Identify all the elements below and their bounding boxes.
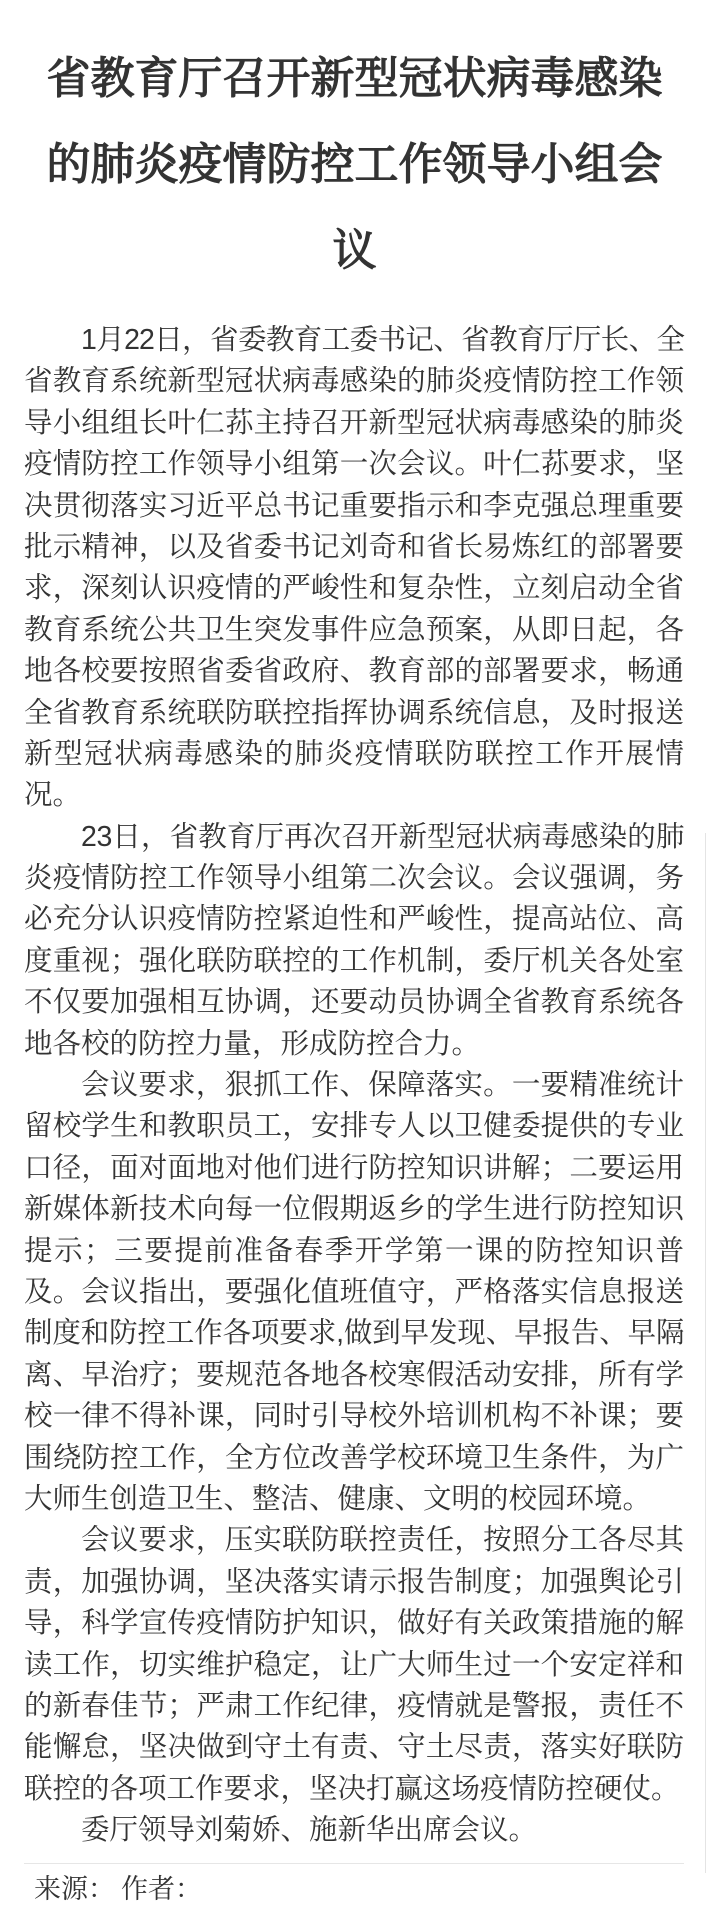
paragraph-1: [24, 320, 684, 817]
paragraph-line: 制度和防控工作各项要求,做到早发现、早报告、早隔: [24, 1317, 684, 1350]
title-line: 的肺炎疫情防控工作领导小组会: [46, 140, 663, 189]
paragraph-3: [24, 1065, 684, 1520]
paragraph-line: 1月22日，省委教育工委书记、省教育厅厅长、全: [81, 324, 684, 356]
paragraph-line: 批示精神，以及省委书记刘奇和省长易炼红的部署要: [24, 530, 684, 563]
paragraph-4: [24, 1520, 684, 1810]
paragraph-line: 求，深刻认识疫情的严峻性和复杂性，立刻启动全省: [24, 572, 684, 605]
paragraph-line: 读工作，切实维护稳定，让广大师生过一个安定祥和: [24, 1648, 684, 1681]
paragraph-line: 围绕防控工作，全方位改善学校环境卫生条件，为广: [24, 1441, 684, 1474]
paragraph-line: 联控的各项工作要求，坚决打赢这场疫情防控硬仗。: [24, 1772, 680, 1805]
paragraph-line: 23日，省教育厅再次召开新型冠状病毒感染的肺: [81, 820, 684, 853]
paragraph-line: 疫情防控工作领导小组第一次会议。叶仁荪要求，坚: [24, 448, 684, 481]
paragraph-line: 离、早治疗；要规范各地各校寒假活动安排，所有学: [24, 1358, 684, 1391]
paragraph-line: 及。会议指出，要强化值班值守，严格落实信息报送: [24, 1275, 684, 1308]
paragraph-line: 必充分认识疫情防控紧迫性和严峻性，提高站位、高: [24, 903, 684, 936]
title-line: 议: [332, 226, 377, 275]
paragraph-line: 能懈怠，坚决做到守土有责、守土尽责，落实好联防: [24, 1731, 684, 1764]
source-label: 来源：: [34, 1874, 115, 1904]
paragraph-2: [24, 817, 684, 1065]
paragraph-line: 决贯彻落实习近平总书记重要指示和李克强总理重要: [24, 489, 684, 522]
paragraph-line: 委厅领导刘菊娇、施新华出席会议。: [81, 1814, 538, 1847]
paragraph-line: 校一律不得补课，同时引导校外培训机构不补课；要: [24, 1400, 684, 1433]
paragraph-line: 提示；三要提前准备春季开学第一课的防控知识普: [24, 1234, 684, 1267]
paragraph-line: 会议要求，压实联防联控责任，按照分工各尽其: [81, 1524, 684, 1557]
paragraph-line: 留校学生和教职员工，安排专人以卫健委提供的专业: [24, 1110, 684, 1143]
scrollbar-track[interactable]: [705, 833, 706, 1873]
paragraph-line: 况。: [24, 779, 82, 812]
paragraph-5: [24, 1810, 684, 1851]
article-body: [24, 320, 684, 1851]
paragraph-line: 省教育系统新型冠状病毒感染的肺炎疫情防控工作领: [24, 365, 684, 398]
paragraph-line: 导小组组长叶仁荪主持召开新型冠状病毒感染的肺炎: [24, 406, 684, 439]
footer-divider: [24, 1863, 684, 1864]
paragraph-line: 度重视；强化联防联控的工作机制，委厅机关各处室: [24, 944, 684, 977]
paragraph-line: 地各校要按照省委省政府、教育部的部署要求，畅通: [24, 655, 684, 688]
paragraph-line: 地各校的防控力量，形成防控合力。: [24, 1027, 481, 1060]
paragraph-line: 不仅要加强相互协调，还要动员协调全省教育系统各: [24, 986, 684, 1019]
paragraph-line: 口径，面对面地对他们进行防控知识讲解；二要运用: [24, 1151, 684, 1184]
paragraph-line: 导，科学宣传疫情防护知识，做好有关政策措施的解: [24, 1607, 684, 1640]
paragraph-line: 大师生创造卫生、整洁、健康、文明的校园环境。: [24, 1482, 652, 1515]
article-footer: [34, 1869, 202, 1909]
paragraph-line: 新媒体新技术向每一位假期返乡的学生进行防控知识: [24, 1193, 684, 1226]
paragraph-line: 炎疫情防控工作领导小组第二次会议。会议强调，务: [24, 862, 684, 895]
paragraph-line: 会议要求，狠抓工作、保障落实。一要精准统计: [81, 1069, 684, 1102]
author-label: 作者：: [121, 1874, 202, 1904]
paragraph-line: 新型冠状病毒感染的肺炎疫情联防联控工作开展情: [24, 737, 684, 770]
paragraph-line: 全省教育系统联防联控指挥协调系统信息，及时报送: [24, 696, 684, 729]
title-line: 省教育厅召开新型冠状病毒感染: [46, 54, 663, 103]
paragraph-line: 教育系统公共卫生突发事件应急预案，从即日起，各: [24, 613, 684, 646]
article-title: [0, 36, 709, 294]
paragraph-line: 的新春佳节；严肃工作纪律，疫情就是警报，责任不: [24, 1689, 684, 1722]
paragraph-line: 责，加强协调，坚决落实请示报告制度；加强舆论引: [24, 1565, 684, 1598]
